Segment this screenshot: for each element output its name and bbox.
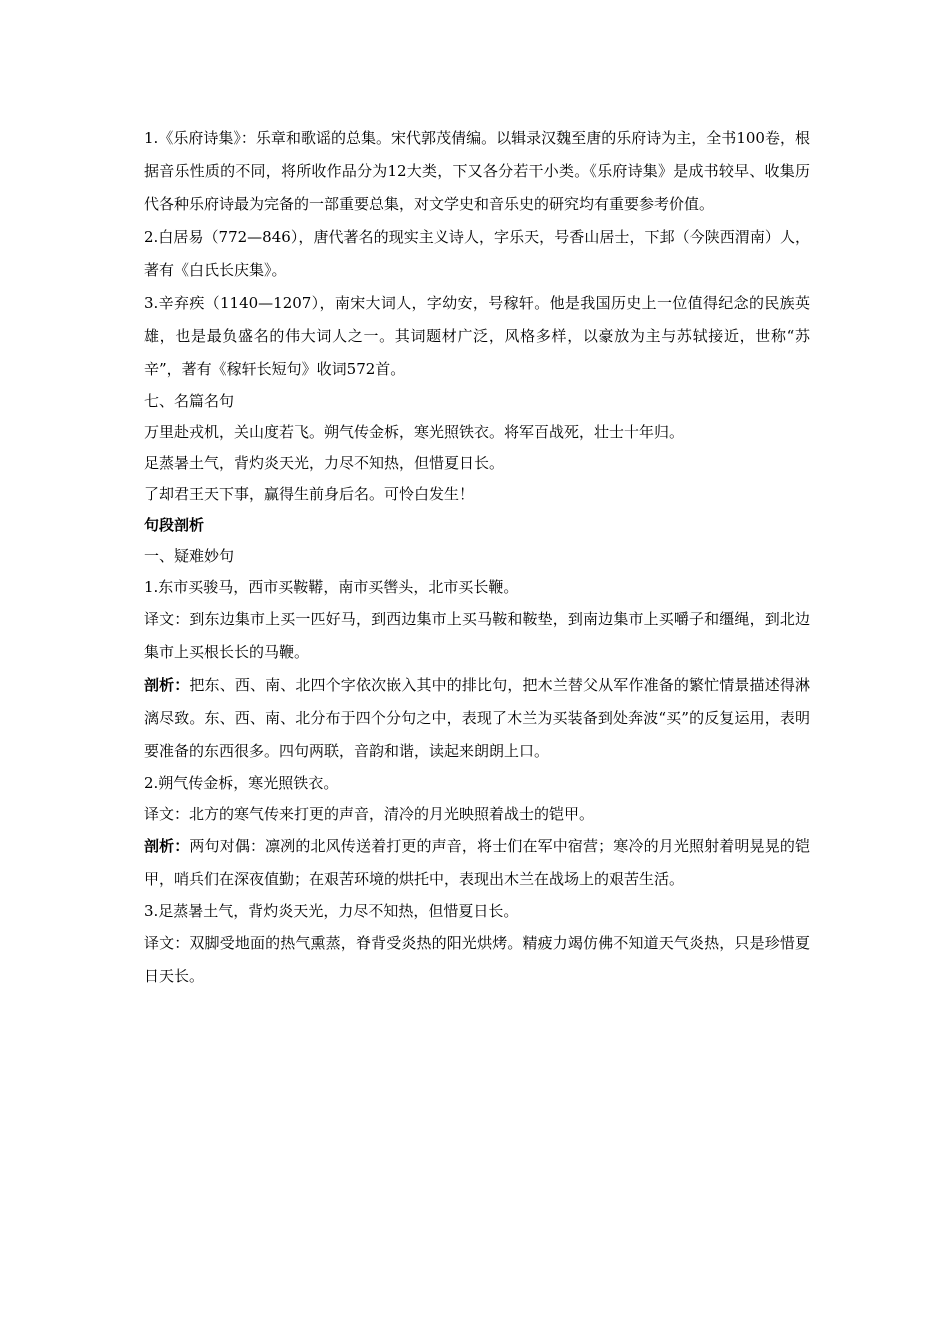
analysis-label: 剖析： [144,837,190,855]
sentence-2-translation: 译文：北方的寒气传来打更的声音，清冷的月光映照着战士的铠甲。 [144,805,595,823]
paragraph-bai-juyi: 2.白居易（772—846），唐代著名的现实主义诗人，字乐天，号香山居士，下邽（今陕西渭南）人，著有《白氏长庆集》。 [144,228,810,279]
subsection-title-difficult-lines: 一、疑难妙句 [144,547,235,565]
sentence-3: 3.足蒸暑土气，背灼炎天光，力尽不知热，但惜夏日长。 [144,902,519,920]
sentence-2: 2.朔气传金柝，寒光照铁衣。 [144,774,339,792]
section-title-famous-lines: 七、名篇名句 [144,392,235,410]
sentence-3-translation: 译文：双脚受地面的热气熏蒸，脊背受炎热的阳光烘烤。精疲力竭仿佛不知道天气炎热，只是珍惜夏日天长。 [144,934,810,985]
analysis-text: 两句对偶：凛冽的北风传送着打更的声音，将士们在军中宿营；寒冷的月光照射着明晃晃的铠甲，哨兵们在深夜值勤；在艰苦环境的烘托中，表现出木兰在战场上的艰苦生活。 [144,837,810,888]
sentence-1: 1.东市买骏马，西市买鞍鞯，南市买辔头，北市买长鞭。 [144,578,519,596]
sentence-1-translation: 译文：到东边集市上买一匹好马，到西边集市上买马鞍和鞍垫，到南边集市上买嚼子和缰绳，到北边集市上买根长长的马鞭。 [144,610,810,661]
sentence-2-analysis [144,830,810,896]
analysis-label: 剖析： [144,676,190,694]
famous-line-1: 万里赴戎机，关山度若飞。朔气传金柝，寒光照铁衣。将军百战死，壮士十年归。 [144,423,685,441]
paragraph-yuefu-shiji: 1.《乐府诗集》：乐章和歌谣的总集。宋代郭茂倩编。以辑录汉魏至唐的乐府诗为主，全书100卷，根据音乐性质的不同，将所收作品分为12大类，下又各分若干小类。《乐府诗集》是成书较早、收集历代各种乐府诗最为完备的一部重要总集，对文学史和音乐史的研究均有重要参考价值。 [144,129,810,213]
famous-line-3: 了却君王天下事，赢得生前身后名。可怜白发生！ [144,485,475,503]
analysis-text: 把东、西、南、北四个字依次嵌入其中的排比句，把木兰替父从军作准备的繁忙情景描述得淋漓尽致。东、西、南、北分布于四个分句之中，表现了木兰为买装备到处奔波“买”的反复运用，表明要准备的东西很多。四句两联，音韵和谐，读起来朗朗上口。 [144,676,810,760]
section-heading-analysis: 句段剖析 [144,516,205,534]
famous-line-2: 足蒸暑土气，背灼炎天光，力尽不知热，但惜夏日长。 [144,454,505,472]
paragraph-xin-qiji: 3.辛弃疾（1140—1207），南宋大词人，字幼安，号稼轩。他是我国历史上一位值得纪念的民族英雄，也是最负盛名的伟大词人之一。其词题材广泛，风格多样，以豪放为主与苏轼接近，世称“苏辛”，著有《稼轩长短句》收词572首。 [144,294,810,378]
sentence-1-analysis [144,669,810,768]
